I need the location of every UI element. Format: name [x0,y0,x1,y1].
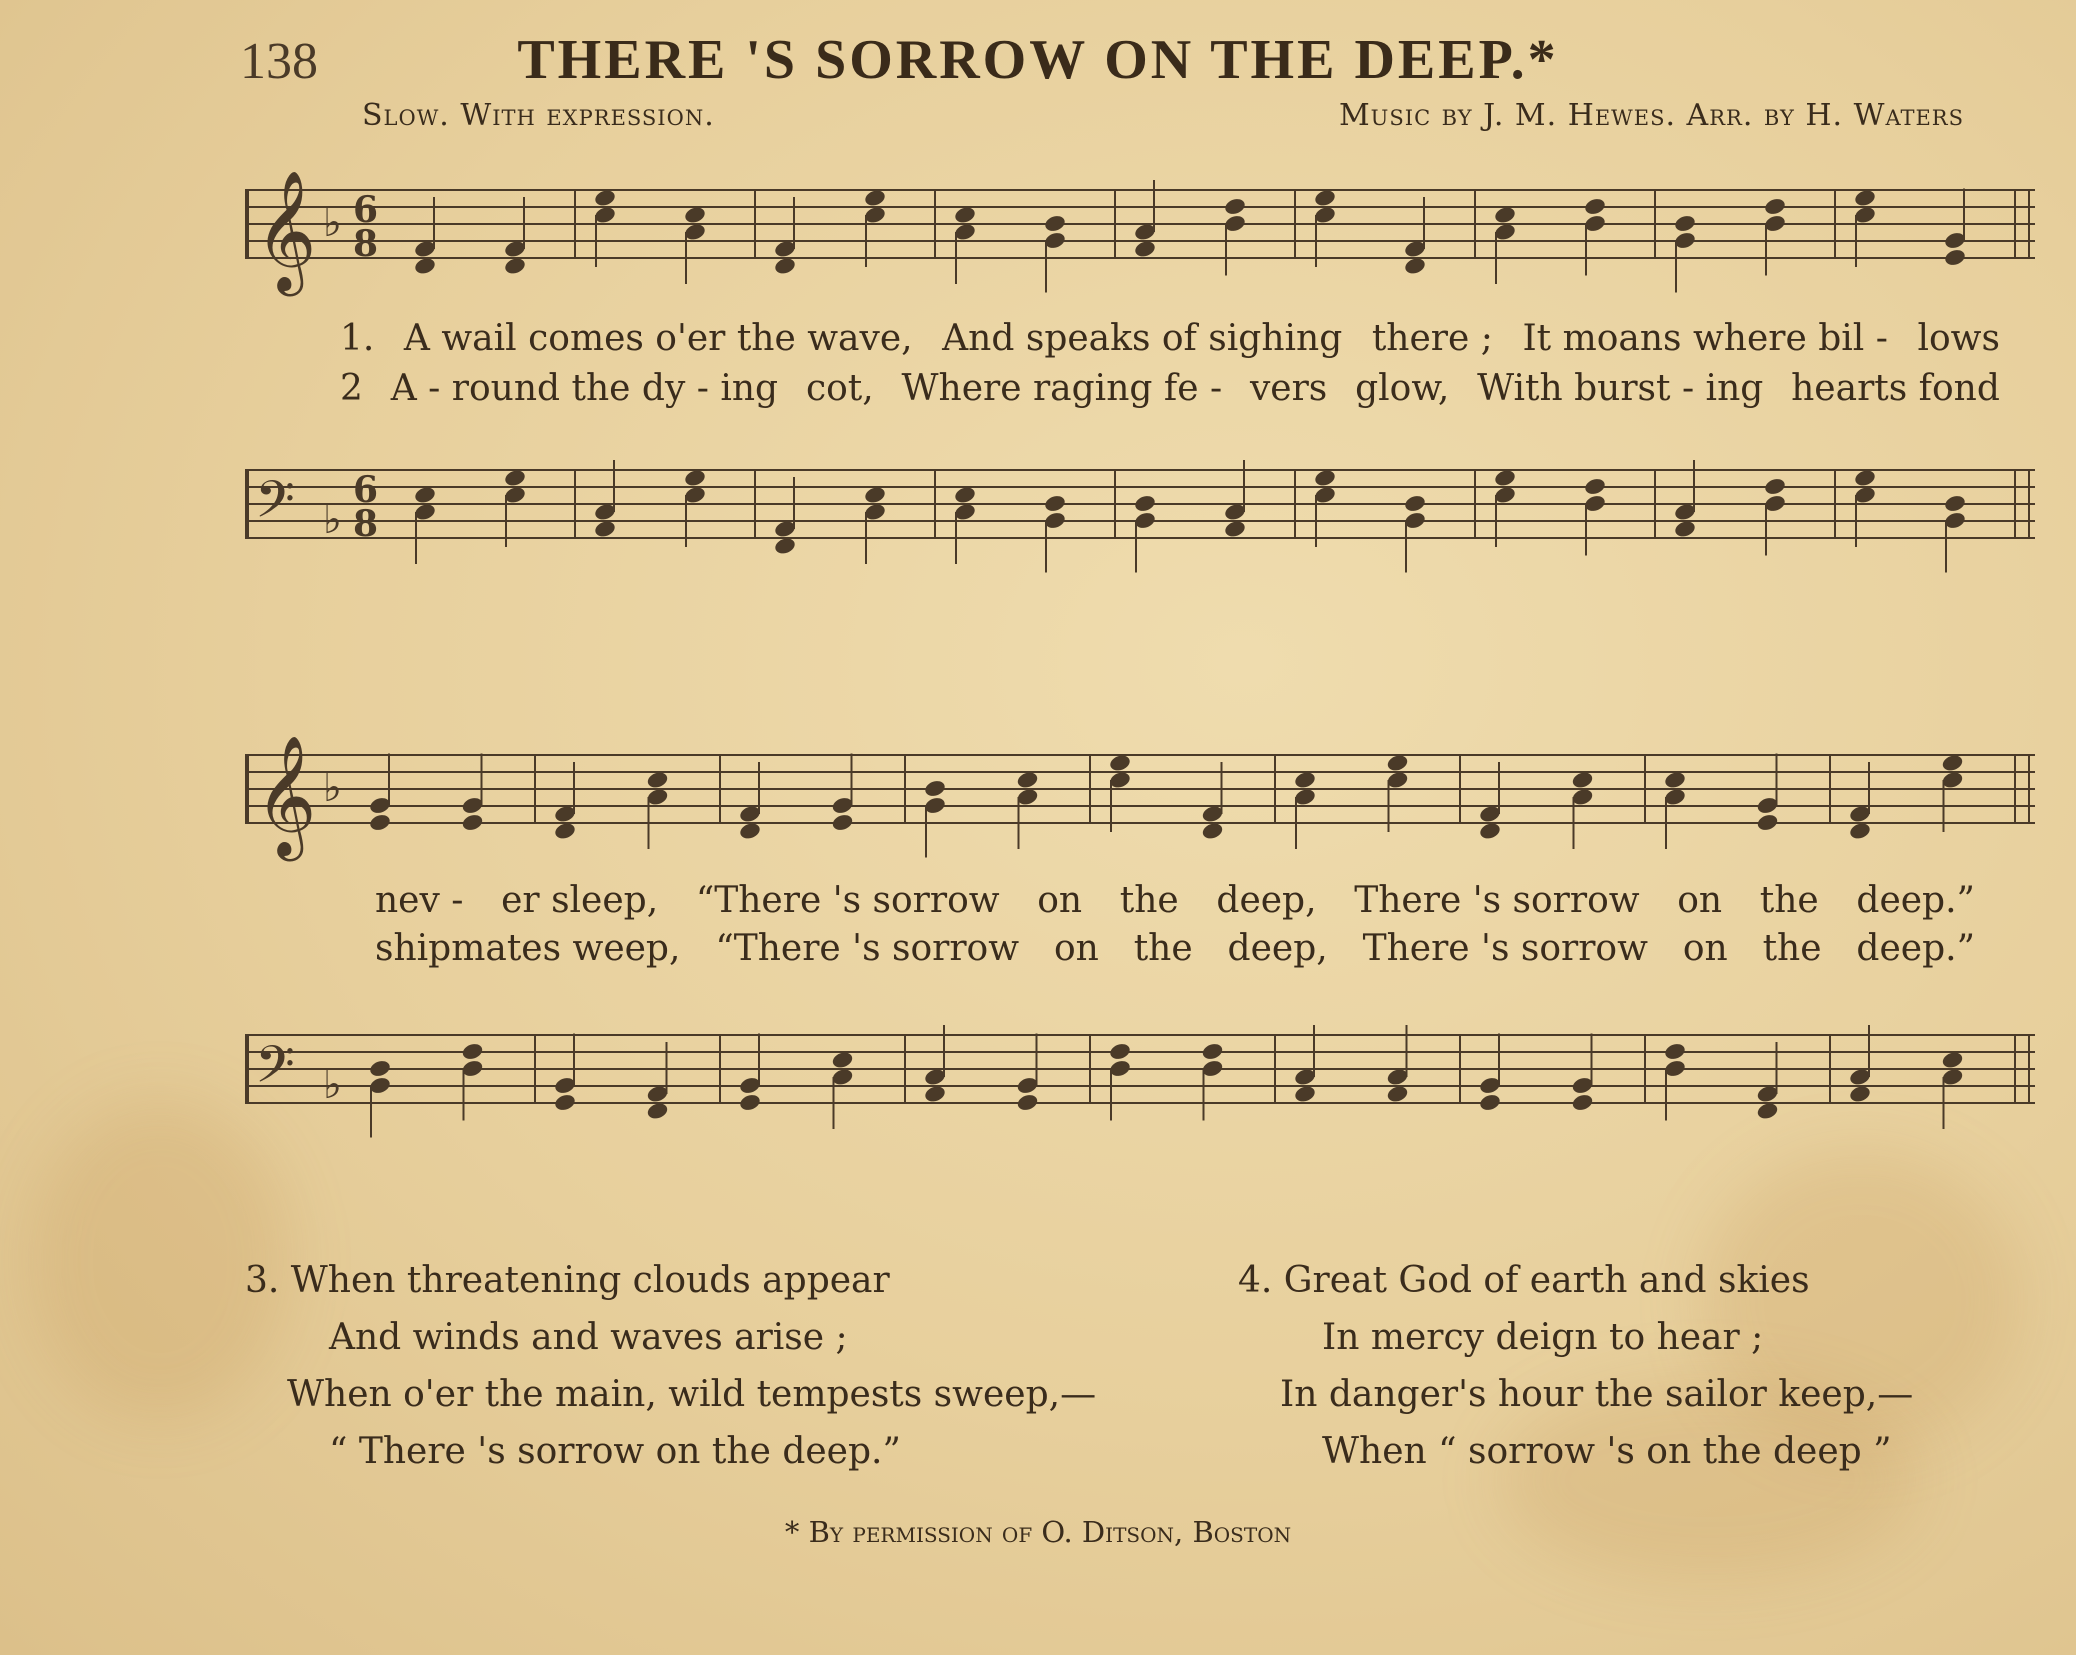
note-head [593,519,617,539]
tempo-marking: Slow. With expression. [362,98,715,133]
note-head [773,536,797,556]
note-head [1043,494,1067,514]
note-head [1386,1084,1410,1104]
note-head [1943,248,1967,268]
lyric-syllable: lows [1917,318,2000,359]
flat-key-signature-icon: ♭ [323,497,342,543]
lyrics-system1-verse2 [340,368,2000,409]
time-signature-bottom: 8 [353,503,379,545]
lyric-syllable: on [1682,928,1728,969]
stanza-line: In mercy deign to hear ; [1322,1317,1764,1358]
note-head [1941,1050,1965,1070]
note-head [1016,1093,1040,1113]
lyric-syllable: deep, [1227,928,1328,969]
note-head [1763,197,1787,217]
note-head [503,468,527,488]
stanza-3 [245,1252,1096,1480]
lyric-syllable: on [1037,880,1083,921]
note-head [1201,821,1225,841]
note-head [1108,1042,1132,1062]
lyric-syllable: “There 's sorrow [715,928,1020,969]
note-head [1223,519,1247,539]
note-head [593,188,617,208]
note-head [1386,753,1410,773]
note-head [773,256,797,276]
note-head [738,821,762,841]
page-number: 138 [240,33,318,90]
note-head [1756,1101,1780,1121]
note-head [683,468,707,488]
stanza-line: When o'er the main, wild tempests sweep,— [287,1374,1097,1415]
song-title: THERE 'S SORROW ON THE DEEP.* [517,29,1559,91]
note-head [646,1101,670,1121]
stanza-line: In danger's hour the sailor keep,— [1280,1374,1914,1415]
note-head [923,779,947,799]
note-head [863,485,887,505]
lyric-syllable: 2 [340,368,363,409]
note-head [461,813,485,833]
lyric-syllable: deep.” [1856,928,1975,969]
note-head [413,485,437,505]
note-head [863,188,887,208]
note-head [1133,494,1157,514]
note-head [738,1093,762,1113]
lyrics-system2-verse1 [375,880,1975,921]
lyric-syllable: vers [1249,368,1328,409]
stanza-line: When “ sorrow 's on the deep ” [1322,1431,1892,1472]
footnote: * By permission of O. Ditson, Boston [784,1515,1292,1549]
lyric-syllable: With burst - ing [1477,368,1764,409]
lyric-syllable: hearts fond [1791,368,2000,409]
note-head [1663,1042,1687,1062]
note-head [1673,214,1697,234]
stanza-line: And winds and waves arise ; [329,1317,848,1358]
lyrics-system2-verse2 [375,928,1975,969]
lyric-syllable: er sleep, [501,880,659,921]
note-head [1108,753,1132,773]
note-head [1583,477,1607,497]
note-head [1941,753,1965,773]
note-head [1313,468,1337,488]
system1-bass-staff [245,420,2035,650]
note-head [1223,197,1247,217]
note-head [923,1084,947,1104]
note-head [503,256,527,276]
note-head [831,813,855,833]
lyric-syllable: There 's sorrow [1354,880,1640,921]
stanza-4 [1238,1252,1913,1480]
note-head [1403,256,1427,276]
lyric-syllable: the [1759,880,1819,921]
note-head [1673,519,1697,539]
lyric-syllable: on [1677,880,1723,921]
bass-clef-icon: 𝄢 [255,1034,295,1107]
lyric-syllable: It moans where bil - [1522,318,1888,359]
note-head [1016,770,1040,790]
lyric-syllable: “There 's sorrow [695,880,1000,921]
time-signature-top: 6 [353,189,379,231]
note-head [1133,239,1157,259]
composer-credits: Music by J. M. Hewes. Arr. by H. Waters [1338,98,1964,133]
note-head [1848,821,1872,841]
lyrics-system1-verse1 [340,318,2000,359]
lyric-syllable: A wail comes o'er the wave, [403,318,913,359]
note-head [1663,770,1687,790]
lyric-syllable: cot, [805,368,874,409]
note-head [953,485,977,505]
stanza-line: 4. Great God of earth and skies [1238,1260,1810,1301]
note-head [1571,770,1595,790]
lyric-syllable: the [1762,928,1822,969]
lyric-syllable: deep, [1216,880,1317,921]
note-head [1493,468,1517,488]
note-head [1853,468,1877,488]
system2-bass-staff [245,985,2035,1215]
lyric-syllable: deep.” [1856,880,1975,921]
lyric-syllable: the [1119,880,1179,921]
time-signature-bottom: 8 [353,223,379,265]
note-head [553,821,577,841]
note-head [1763,477,1787,497]
note-head [1493,205,1517,225]
note-head [1293,770,1317,790]
stanza-line: 3. When threatening clouds appear [245,1260,890,1301]
lyric-syllable: the [1133,928,1193,969]
treble-clef-icon: 𝄞 [255,734,317,856]
flat-key-signature-icon: ♭ [323,1062,342,1108]
note-head [1403,494,1427,514]
flat-key-signature-icon: ♭ [323,200,342,246]
note-head [1583,197,1607,217]
note-head [953,205,977,225]
note-head [368,1059,392,1079]
note-head [461,1042,485,1062]
note-head [413,256,437,276]
time-signature-top: 6 [353,469,379,511]
lyric-syllable: there ; [1371,318,1493,359]
note-head [553,1093,577,1113]
lyric-syllable: on [1053,928,1099,969]
note-head [368,813,392,833]
note-head [646,770,670,790]
lyric-syllable: Where raging fe - [901,368,1223,409]
note-head [1478,1093,1502,1113]
lyric-syllable: glow, [1355,368,1450,409]
lyric-syllable: And speaks of sighing [942,318,1343,359]
note-head [1478,821,1502,841]
note-head [683,205,707,225]
note-head [1943,494,1967,514]
note-head [1756,813,1780,833]
note-head [1848,1084,1872,1104]
lyric-syllable: A - round the dy - ing [390,368,779,409]
note-head [1043,214,1067,234]
note-head [1201,1042,1225,1062]
note-head [1313,188,1337,208]
lyric-syllable: 1. [340,318,375,359]
note-head [831,1050,855,1070]
note-head [1293,1084,1317,1104]
lyric-syllable: nev - [375,880,464,921]
treble-clef-icon: 𝄞 [255,169,317,291]
lyric-syllable: shipmates weep, [375,928,681,969]
note-head [1853,188,1877,208]
lyric-syllable: There 's sorrow [1362,928,1648,969]
bass-clef-icon: 𝄢 [255,469,295,542]
stanza-line: “ There 's sorrow on the deep.” [329,1431,901,1472]
note-head [1571,1093,1595,1113]
flat-key-signature-icon: ♭ [323,765,342,811]
